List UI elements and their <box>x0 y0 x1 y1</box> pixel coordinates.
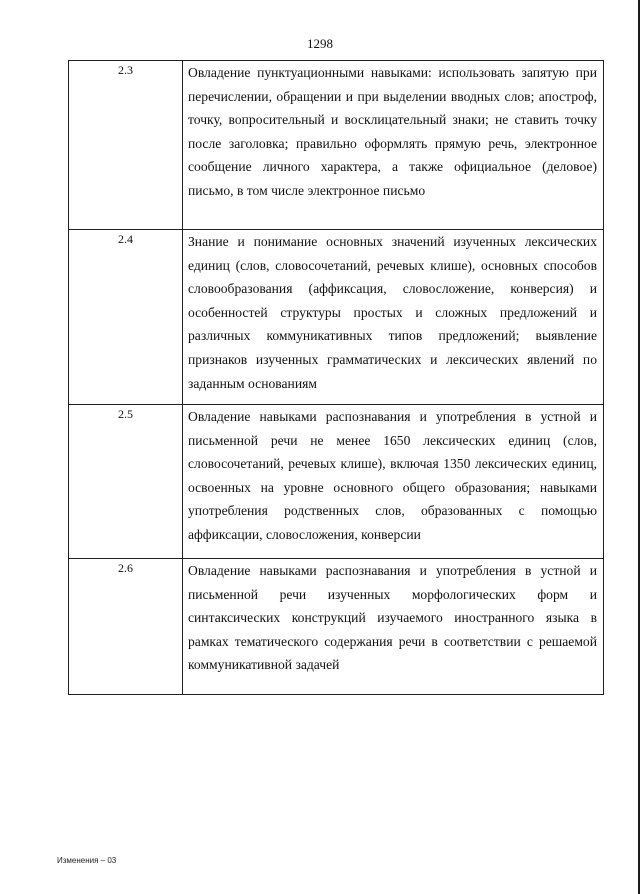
item-description: Знание и понимание основных значений изученных лексических единиц (слов, словосочетаний, речевых клише), основных способов словообразования (аффиксация, словосложение, конверсия) и особенностей структуры простых и сложных предложений и различных коммуникативных типов предложений; выявление признаков изученных грамматических и лексических явлений по заданным основаниям <box>183 230 604 405</box>
item-number-cell <box>69 230 183 405</box>
item-number: 2.3 <box>118 63 133 77</box>
requirements-table <box>68 60 604 695</box>
table-row <box>69 559 604 695</box>
item-number: 2.4 <box>118 232 133 246</box>
table-row <box>69 61 604 230</box>
item-number: 2.5 <box>118 407 133 421</box>
revision-footer: Изменения – 03 <box>57 856 117 865</box>
item-description: Овладение навыками распознавания и употребления в устной и письменной речи изученных морфологических форм и синтаксических конструкций изучаемого иностранного языка в рамках тематического содержания речи в соответствии с решаемой коммуникативной задачей <box>183 559 604 695</box>
item-description: Овладение пунктуационными навыками: использовать запятую при перечислении, обращении и при выделении вводных слов; апостроф, точку, вопросительный и восклицательный знаки; не ставить точку после заголовка; правильно оформлять прямую речь, электронное сообщение личного характера, а также официальное (деловое) письмо, в том числе электронное письмо <box>183 61 604 230</box>
item-number-cell <box>69 61 183 230</box>
item-description: Овладение навыками распознавания и употребления в устной и письменной речи не менее 1650 лексических единиц (слов, словосочетаний, речевых клише), включая 1350 лексических единиц, освоенных на уровне основного общего образования; навыками употребления родственных слов, образованных с помощью аффиксации, словосложения, конверсии <box>183 405 604 559</box>
item-number: 2.6 <box>118 561 133 575</box>
table-row <box>69 230 604 405</box>
page-number: 1298 <box>307 36 333 51</box>
table-row <box>69 405 604 559</box>
item-number-cell <box>69 405 183 559</box>
item-number-cell <box>69 559 183 695</box>
